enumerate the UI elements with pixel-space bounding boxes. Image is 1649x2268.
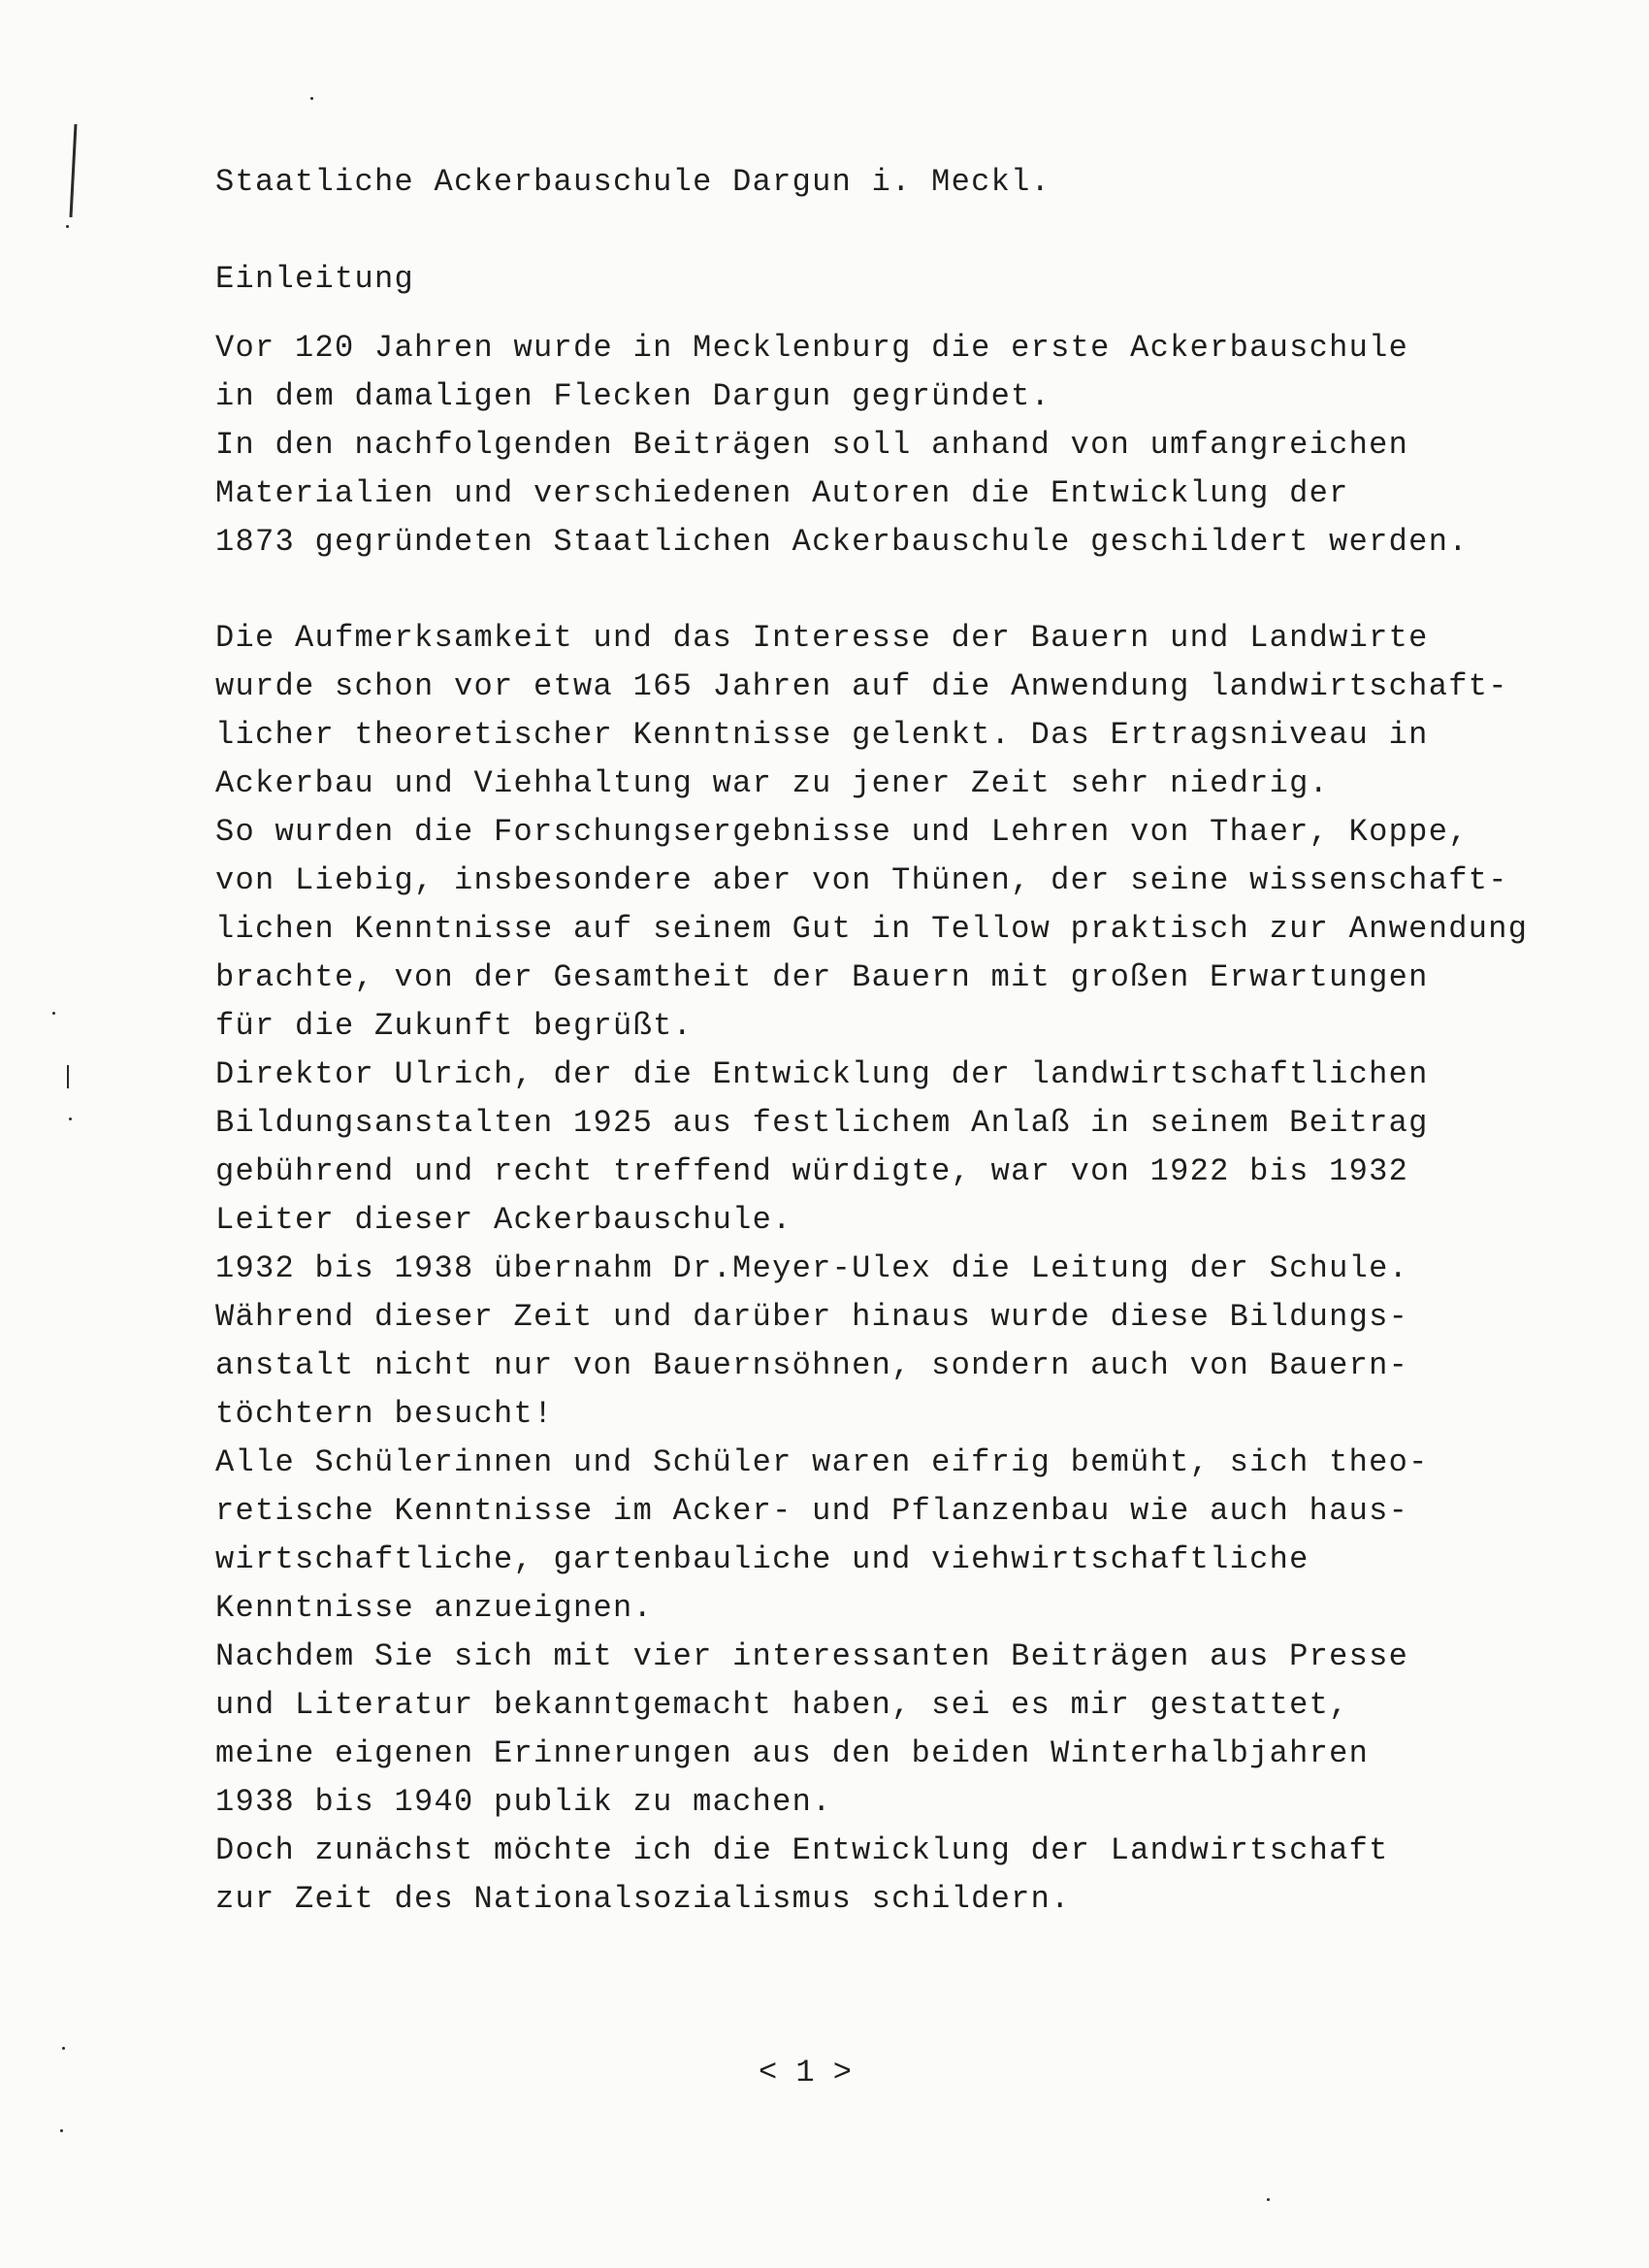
text-line: und Literatur bekanntgemacht haben, sei es mir gestattet, [215,1687,1349,1723]
text-line: von Liebig, insbesondere aber von Thünen, der seine wissenschaft- [215,862,1508,898]
page-number: < 1 > [758,2055,852,2090]
scan-dot [66,225,69,228]
text-line: So wurden die Forschungsergebnisse und Lehren von Thaer, Koppe, [215,814,1469,850]
text-line: wurde schon vor etwa 165 Jahren auf die Anwendung landwirtschaft- [215,668,1508,704]
scan-dot [62,2047,65,2050]
text-line: 1873 gegründeten Staatlichen Ackerbauschule geschildert werden. [215,524,1469,560]
text-line: gebührend und recht treffend würdigte, war von 1922 bis 1932 [215,1153,1409,1189]
text-line: Ackerbau und Viehhaltung war zu jener Zeit sehr niedrig. [215,765,1330,801]
text-line: 1932 bis 1938 übernahm Dr.Meyer-Ulex die Leitung der Schule. [215,1250,1409,1286]
scan-mark [69,124,77,217]
text-line: in dem damaligen Flecken Dargun gegründet. [215,378,1051,414]
paragraph-2 [215,614,1528,1924]
scan-dot [52,1012,55,1015]
section-title: Einleitung [215,261,415,297]
scan-mark [67,1065,69,1088]
text-line: retische Kenntnisse im Acker- und Pflanzenbau wie auch haus- [215,1493,1409,1529]
text-line: Vor 120 Jahren wurde in Mecklenburg die erste Ackerbauschule [215,330,1409,366]
text-line: anstalt nicht nur von Bauernsöhnen, sondern auch von Bauern- [215,1347,1409,1383]
text-line: meine eigenen Erinnerungen aus den beiden Winterhalbjahren [215,1735,1370,1771]
scan-dot [69,1118,72,1120]
scan-dot [1267,2198,1270,2201]
text-line: Leiter dieser Ackerbauschule. [215,1202,792,1238]
text-line: Alle Schülerinnen und Schüler waren eifrig bemüht, sich theo- [215,1444,1429,1480]
text-line: Die Aufmerksamkeit und das Interesse der Bauern und Landwirte [215,620,1429,656]
text-line: 1938 bis 1940 publik zu machen. [215,1784,832,1820]
text-line: lichen Kenntnisse auf seinem Gut in Tellow praktisch zur Anwendung [215,911,1529,947]
text-line: Direktor Ulrich, der die Entwicklung der landwirtschaftlichen [215,1056,1429,1092]
scan-dot [60,2129,63,2132]
text-line: Doch zunächst möchte ich die Entwicklung der Landwirtschaft [215,1832,1389,1868]
text-line: In den nachfolgenden Beiträgen soll anhand von umfangreichen [215,427,1409,463]
text-line: licher theoretischer Kenntnisse gelenkt. Das Ertragsniveau in [215,717,1429,753]
scan-dot [310,97,313,100]
text-line: töchtern besucht! [215,1396,554,1432]
text-line: Bildungsanstalten 1925 aus festlichem Anlaß in seinem Beitrag [215,1105,1429,1141]
text-line: zur Zeit des Nationalsozialismus schildern. [215,1881,1071,1917]
text-line: Nachdem Sie sich mit vier interessanten Beiträgen aus Presse [215,1638,1409,1674]
text-line: Materialien und verschiedenen Autoren die Entwicklung der [215,475,1349,511]
text-line: Kenntnisse anzueignen. [215,1590,654,1626]
document-heading: Staatliche Ackerbauschule Dargun i. Meckl. [215,164,1051,200]
text-line: für die Zukunft begrüßt. [215,1008,694,1044]
text-line: brachte, von der Gesamtheit der Bauern mit großen Erwartungen [215,959,1429,995]
paragraph-1 [215,324,1469,567]
text-line: wirtschaftliche, gartenbauliche und viehwirtschaftliche [215,1541,1310,1577]
text-line: Während dieser Zeit und darüber hinaus wurde diese Bildungs- [215,1299,1409,1335]
